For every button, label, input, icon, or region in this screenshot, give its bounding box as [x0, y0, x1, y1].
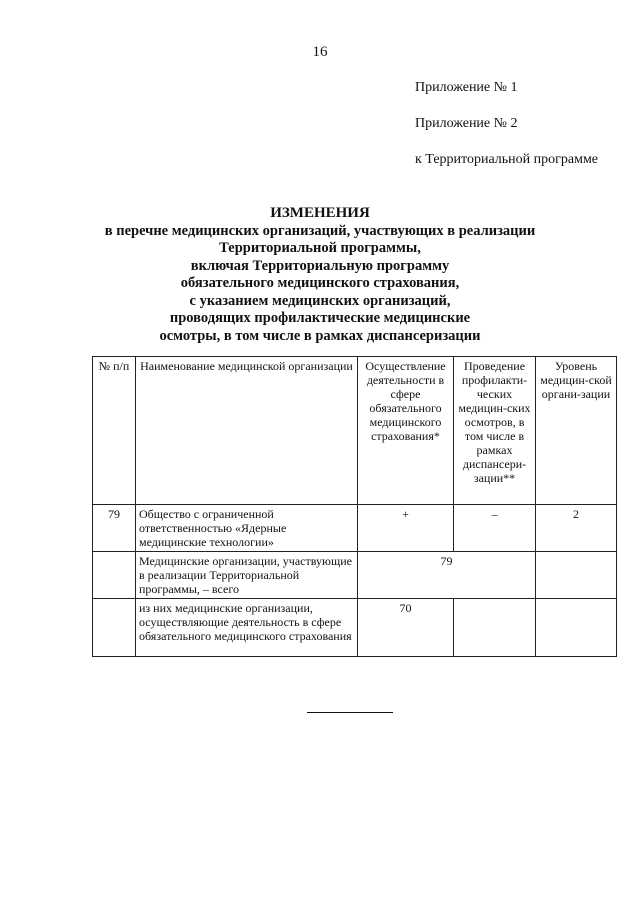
header-num: № п/п	[93, 357, 136, 505]
header-prof: Проведение профилакти-ческих медицин-ских осмотров, в том числе в рамках диспансери-зации**	[454, 357, 536, 505]
document-title	[0, 205, 640, 345]
footer-divider	[307, 712, 393, 713]
title-line: Территориальной программы,	[219, 240, 421, 256]
title-line: включая Территориальную программу	[190, 257, 450, 274]
table-row	[93, 505, 617, 552]
cell-total-value: 79	[358, 552, 536, 599]
cell-empty	[93, 552, 136, 599]
header-name: Наименование медицинской организации	[136, 357, 358, 505]
title-line: обязательного медицинского страхования,	[180, 275, 460, 291]
cell-sub-name: из них медицинские организации, осуществляющие деятельность в сфере обязательного медицинского страхования	[136, 599, 358, 657]
cell-empty	[454, 599, 536, 657]
page-number: 16	[312, 44, 328, 60]
organizations-table	[92, 356, 617, 657]
table-row	[93, 599, 617, 657]
cell-total-name: Медицинские организации, участвующие в реализации Территориальной программы, – всего	[136, 552, 358, 599]
header-level: Уровень медицин-ской органи-зации	[536, 357, 617, 505]
title-line: в перечне медицинских организаций, участвующих в реализации	[104, 222, 536, 239]
title-line: с указанием медицинских организаций,	[189, 292, 451, 309]
cell-oms: +	[358, 505, 454, 552]
appendix-line-1: Приложение № 1	[415, 80, 518, 95]
cell-empty	[536, 552, 617, 599]
header-oms: Осуществление деятельности в сфере обязательного медицинского страхования*	[358, 357, 454, 505]
title-line: осмотры, в том числе в рамках диспансеризации	[159, 327, 481, 344]
title-main: ИЗМЕНЕНИЯ	[270, 205, 370, 221]
cell-prof: –	[454, 505, 536, 552]
cell-sub-value: 70	[358, 599, 454, 657]
cell-num: 79	[93, 505, 136, 552]
table-header-row	[93, 357, 617, 505]
table-row	[93, 552, 617, 599]
title-line: проводящих профилактические медицинские	[169, 310, 471, 326]
cell-level: 2	[536, 505, 617, 552]
cell-empty	[536, 599, 617, 657]
appendix-line-3: к Территориальной программе	[415, 152, 599, 167]
appendix-line-2: Приложение № 2	[415, 116, 518, 131]
cell-name: Общество с ограниченной ответственностью «Ядерные медицинские технологии»	[136, 505, 358, 552]
cell-empty	[93, 599, 136, 657]
